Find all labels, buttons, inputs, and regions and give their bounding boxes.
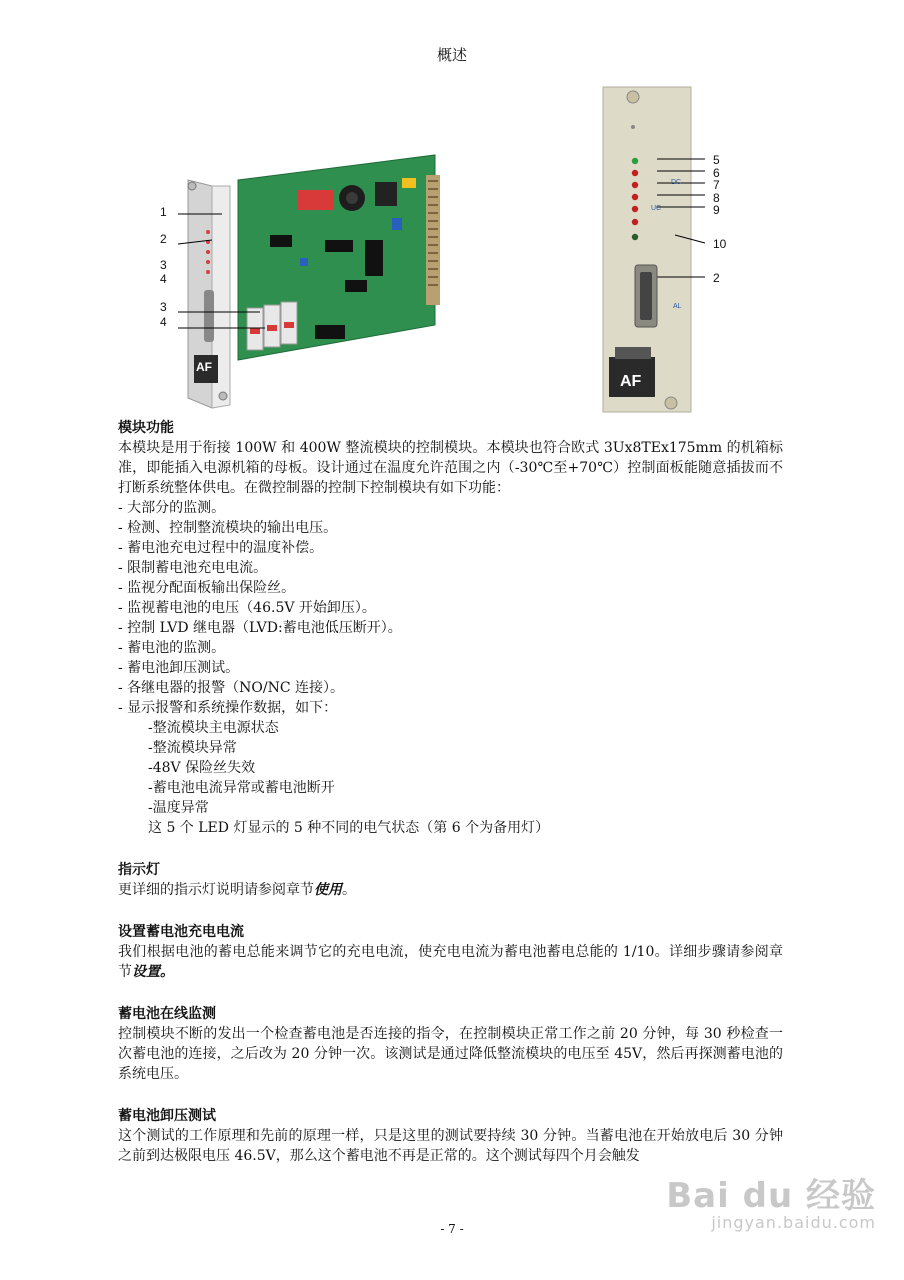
- indicator-end: 。: [342, 882, 356, 898]
- callout-9: 9: [713, 203, 720, 217]
- list-item: - 大部分的监测。: [118, 500, 226, 516]
- charge-current-body: 我们根据电池的蓄电总能来调节它的充电电流，使充电电流为蓄电池蓄电总能的 1/10。详细步骤请参阅章节: [118, 944, 783, 980]
- list-item: - 监视蓄电池的电压（46.5V 开始卸压）。: [118, 600, 376, 616]
- heading-module-function: 模块功能: [118, 420, 174, 436]
- watermark-url: jingyan.baidu.com: [711, 1213, 876, 1232]
- list-item: - 显示报警和系统操作数据，如下：: [118, 700, 338, 716]
- indicator-text: [118, 880, 783, 900]
- callout-6: 6: [713, 166, 720, 180]
- panel-mark-al: AL: [673, 303, 682, 310]
- callout-4: 4: [160, 272, 167, 286]
- watermark-brand: Bai du 经验: [666, 1176, 876, 1216]
- document-body: [118, 418, 783, 1166]
- callout-10: 10: [713, 237, 727, 251]
- list-item: - 监视分配面板输出保险丝。: [118, 580, 296, 596]
- callout-4b: 4: [160, 315, 167, 329]
- sub-list-item: -温度异常: [148, 800, 209, 816]
- online-monitor-text: 控制模块不断的发出一个检查蓄电池是否连接的指令，在控制模块正常工作之前 20 分钟，每 30 秒检查一次蓄电池的连接，之后改为 20 分钟一次。该测试是通过降低整流模块的电压至 45V，然后再探测蓄电池的系统电压。: [118, 1026, 783, 1082]
- callout-3: 3: [160, 258, 167, 272]
- sub-list-item: -48V 保险丝失效: [148, 760, 256, 776]
- sub-list-item: 这 5 个 LED 灯显示的 5 种不同的电气状态（第 6 个为备用灯）: [148, 820, 550, 836]
- pcb-module-figure: [150, 150, 470, 415]
- list-item: - 蓄电池卸压测试。: [118, 660, 240, 676]
- callout-2: 2: [160, 232, 167, 246]
- face-label: AF: [196, 360, 212, 374]
- callout-3b: 3: [160, 300, 167, 314]
- heading-charge-current: 设置蓄电池充电电流: [118, 924, 244, 940]
- module-function-intro: 本模块是用于衔接 100W 和 400W 整流模块的控制模块。本模块也符合欧式 3Ux8TEx175mm 的机箱标准，即能插入电源机箱的母板。设计通过在温度允许范围之内（-30℃至+70℃）控制面板能随意插拔而不打断系统整体供电。在微控制器的控制下控制模块有如下功能：: [118, 440, 783, 496]
- sub-list-item: -整流模块异常: [148, 740, 237, 756]
- list-item: - 蓄电池的监测。: [118, 640, 226, 656]
- panel-mark-dc: DC: [671, 179, 682, 186]
- heading-online-monitor: 蓄电池在线监测: [118, 1006, 216, 1022]
- front-panel-figure: [595, 85, 745, 415]
- discharge-test-text: 这个测试的工作原理和先前的原理一样，只是这里的测试要持续 30 分钟。当蓄电池在开始放电后 30 分钟之前到达极限电压 46.5V，那么这个蓄电池不再是正常的。这个测试每四个月会触发: [118, 1128, 783, 1164]
- page-title: 概述: [436, 46, 467, 64]
- list-item: - 控制 LVD 继电器（LVD:蓄电池低压断开）。: [118, 620, 402, 636]
- pcb-illustration: [150, 150, 470, 415]
- indicator-ref: 使用: [314, 882, 342, 898]
- charge-current-ref: 设置。: [132, 964, 174, 980]
- list-item: - 各继电器的报警（NO/NC 连接）。: [118, 680, 345, 696]
- charge-current-text: [118, 942, 783, 982]
- callout-5: 5: [713, 153, 720, 167]
- callout-8: 8: [713, 191, 720, 205]
- indicator-body: 更详细的指示灯说明请参阅章节: [118, 882, 314, 898]
- panel-face-label: AF: [620, 373, 642, 390]
- callout-2-right: 2: [713, 271, 720, 285]
- callout-7: 7: [713, 178, 720, 192]
- panel-mark-uc: UC: [651, 205, 662, 212]
- list-item: - 蓄电池充电过程中的温度补偿。: [118, 540, 324, 556]
- watermark: [666, 1168, 876, 1232]
- heading-indicator: 指示灯: [118, 862, 160, 878]
- list-item: - 检测、控制整流模块的输出电压。: [118, 520, 338, 536]
- list-item: - 限制蓄电池充电电流。: [118, 560, 268, 576]
- callout-1: 1: [160, 205, 167, 219]
- page-number: - 7 -: [440, 1222, 464, 1236]
- heading-discharge-test: 蓄电池卸压测试: [118, 1108, 216, 1124]
- sub-list-item: -整流模块主电源状态: [148, 720, 279, 736]
- sub-list-item: -蓄电池电流异常或蓄电池断开: [148, 780, 335, 796]
